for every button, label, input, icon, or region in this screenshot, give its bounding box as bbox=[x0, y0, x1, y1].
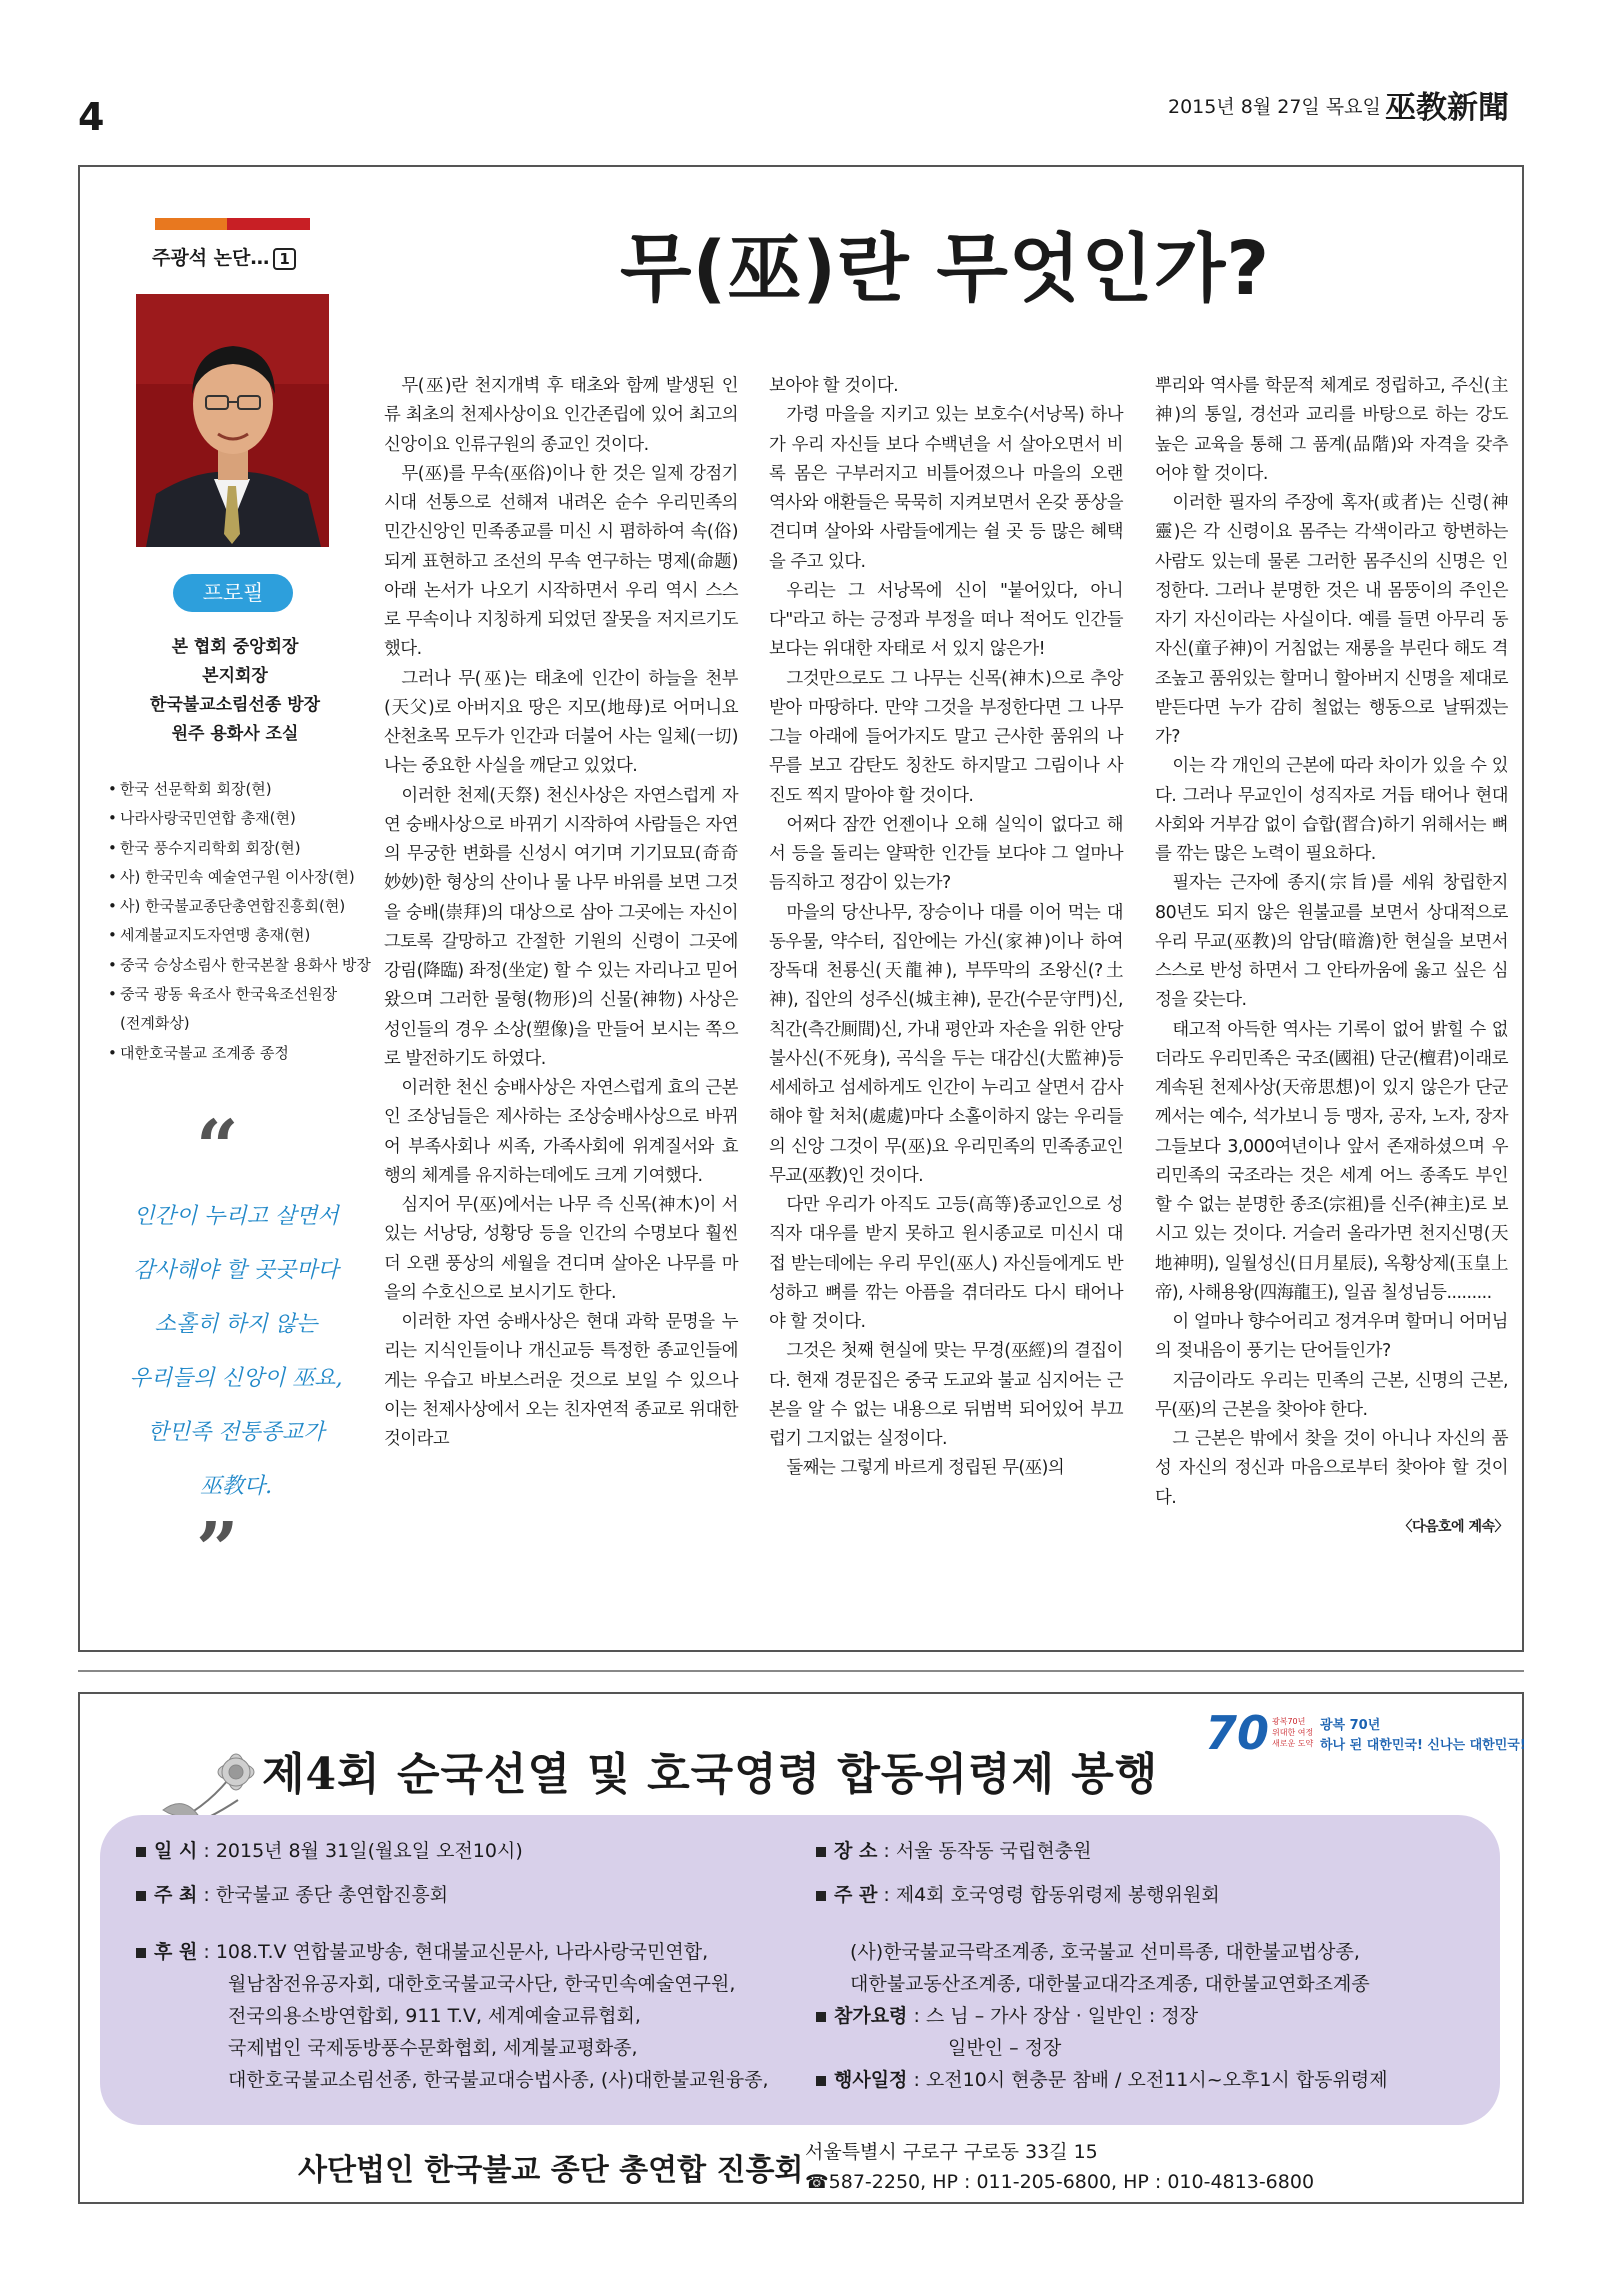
career-item: (전계화상) bbox=[120, 1014, 190, 1033]
bullet-square-icon bbox=[136, 1948, 146, 1958]
ad-attire-line: 일반인 – 정장 bbox=[948, 2037, 1062, 2059]
ad-sponsor-line: 국제법인 국제동방풍수문화협회, 세계불교평화종, bbox=[228, 2037, 638, 2059]
continued-note: 〈다음호에 계속〉 bbox=[1398, 1518, 1508, 1535]
pull-quote-line: 감사해야 할 곳곳마다 bbox=[133, 1258, 339, 1283]
article-column-3 bbox=[1155, 372, 1508, 1542]
career-item: • 한국 풍수지리학회 회장(현) bbox=[108, 838, 301, 857]
ad-sponsor-line: (사)한국불교극락조계종, 호국불교 선미륵종, 대한불교법상종, bbox=[850, 1941, 1360, 1963]
paragraph: 무(巫)를 무속(巫俗)이나 한 것은 일제 강점기 시대 선통으로 선해져 내려온 순수 우리민족의 민간신앙인 민족종교를 미신 시 폄하하여 속(俗)되게 표현하고 조선의 무속 연구하는 명제(命题)아래 논서가 나오기 시작하면서 우리 역시 스스로 무속이나 지칭하게 되었던 잘못을 저지르기도 했다. bbox=[384, 463, 738, 660]
paragraph: 그것만으로도 그 나무는 신목(神木)으로 추앙받아 마땅하다. 만약 그것을 부정한다면 그 나무 그늘 아래에 들어가지도 말고 근사한 품위의 나무를 보고 감탄도 칭찬도 하지말고 그림이나 사진도 찍지 말아야 할 것이다. bbox=[769, 668, 1123, 806]
bullet-square-icon bbox=[816, 1847, 826, 1857]
pull-quote-line: 인간이 누리고 살면서 bbox=[133, 1204, 339, 1229]
series-number: 1 bbox=[273, 248, 295, 270]
profile-titles bbox=[110, 633, 360, 749]
profile-title: 원주 용화사 조실 bbox=[171, 724, 299, 744]
profile-title: 본지회장 bbox=[202, 666, 268, 686]
pull-quote bbox=[106, 1190, 366, 1514]
paragraph: 다만 우리가 아직도 고등(高等)종교인으로 성직자 대우를 받지 못하고 원시종교로 미신시 대접 받는데에는 우리 무인(巫人) 자신들에게도 반성하고 뼈를 깎는 아픔을 겪더라도 다시 태어나야 할 것이다. bbox=[769, 1195, 1123, 1332]
paragraph: 이는 각 개인의 근본에 따라 차이가 있을 수 있다. 그러나 무교인이 성직자로 거듭 태어나 현대사회와 거부감 없이 습합(習合)하기 위해서는 뼈를 깎는 많은 노력이 필요하다. bbox=[1155, 756, 1508, 864]
section-divider bbox=[78, 1670, 1524, 1672]
ad-organizer-row: 주 관 : 제4회 호국영령 합동위령제 봉행위원회 bbox=[816, 1879, 1220, 1911]
paragraph: 지금이라도 우리는 민족의 근본, 신명의 근본, 무(巫)의 근본을 찾아야 한다. bbox=[1155, 1370, 1508, 1420]
quote-open-icon: “ bbox=[196, 1105, 239, 1191]
profile-title: 본 협회 중앙회장 bbox=[171, 637, 299, 657]
career-item: • 사) 한국불교종단총연합진흥회(현) bbox=[108, 897, 346, 916]
paragraph: 이러한 자연 숭배사상은 현대 과학 문명을 누리는 지식인들이나 개신교등 특정한 종교인들에게는 우습고 바보스러운 것으로 보일 수 있으나 이는 천제사상에서 오는 친자연적 종교로 위대한 것이라고 bbox=[384, 1312, 738, 1449]
ad-sponsor-line: 대한불교동산조계종, 대한불교대각조계종, 대한불교연화조계종 bbox=[850, 1973, 1370, 1995]
paragraph: 보아야 할 것이다. bbox=[769, 376, 899, 396]
pull-quote-line: 巫教다. bbox=[199, 1474, 273, 1499]
page-number: 4 bbox=[78, 95, 105, 139]
ad-address: 서울특별시 구로구 구로동 33길 15 bbox=[805, 2141, 1098, 2163]
bullet-square-icon bbox=[816, 2076, 826, 2086]
article-headline: 무(巫)란 무엇인가? bbox=[620, 226, 1271, 312]
career-item: • 중국 광동 육조사 한국육조선원장 bbox=[108, 985, 338, 1004]
ad-date-row: 일 시 : 2015년 8월 31일(월요일 오전10시) bbox=[136, 1835, 523, 1867]
paragraph: 뿌리와 역사를 학문적 체계로 정립하고, 주신(主神)의 통일, 경선과 교리를 바탕으로 하는 강도 높은 교육을 통해 그 품계(品階)와 자격을 갖추어야 할 것이다. bbox=[1155, 376, 1508, 484]
paragraph: 그 근본은 밖에서 찾을 것이 아니나 자신의 품성 자신의 정신과 마음으로부터 찾아야 할 것이다. bbox=[1155, 1429, 1508, 1508]
logo-slogan-1: 광복 70년 bbox=[1320, 1718, 1381, 1733]
logo-slogan-2: 하나 된 대한민국! 신나는 대한민국! bbox=[1320, 1738, 1526, 1753]
career-item: • 세계불교지도자연맹 총재(현) bbox=[108, 926, 311, 945]
paragraph: 무(巫)란 천지개벽 후 태초와 함께 발생된 인류 최초의 천제사상이요 인간존립에 있어 최고의 신앙이요 인류구원의 종교인 것이다. bbox=[384, 376, 738, 455]
career-item: • 대한호국불교 조계종 종정 bbox=[108, 1043, 289, 1062]
career-list bbox=[108, 775, 388, 1068]
paragraph: 이러한 천제(天祭) 천신사상은 자연스럽게 자연 숭배사상으로 바뀌기 시작하여 사람들은 자연의 무궁한 변화를 신성시 여기며 기기묘묘(奇奇妙妙)한 형상의 산이나 물 나무 바위를 보면 그것을 숭배(崇拜)의 대상으로 삼아 그곳에는 자신이 그토록 갈망하고 간절한 기원의 신령이 그곳에 강림(降臨) 좌정(坐定) 할 수 있는 자리나고 믿어 왔으며 그러한 물형(物形)의 신물(神物) 사상은 성인들의 경우 소상(塑像)을 만들어 보시는 쪽으로 발전하기도 하였다. bbox=[384, 785, 738, 1069]
ad-schedule-row: 행사일정 : 오전10시 현충문 참배 / 오전11시~오후1시 합동위령제 bbox=[816, 2064, 1388, 2096]
bullet-square-icon bbox=[816, 2012, 826, 2022]
career-item: • 사) 한국민속 예술연구원 이사장(현) bbox=[108, 867, 355, 886]
series-title: 주광석 논단… bbox=[152, 247, 270, 269]
logo-small-line: 새로운 도약 bbox=[1272, 1739, 1314, 1748]
paragraph: 이 얼마나 향수어리고 정겨우며 할머니 어머님의 젖내음이 풍기는 단어들인가? bbox=[1155, 1312, 1508, 1362]
ad-contact bbox=[805, 2137, 1314, 2197]
logo-small-line: 위대한 여정 bbox=[1272, 1728, 1314, 1737]
ad-sponsor-line: 월남참전유공자회, 대한호국불교국사단, 한국민속예술연구원, bbox=[228, 1973, 736, 1995]
pull-quote-line: 한민족 전통종교가 bbox=[147, 1420, 325, 1445]
quote-close-icon: ” bbox=[196, 1507, 239, 1593]
article-column-1 bbox=[384, 372, 738, 1454]
pull-quote-line: 소홀히 하지 않는 bbox=[154, 1312, 318, 1337]
profile-title: 한국불교소림선종 방장 bbox=[149, 695, 321, 715]
career-item: • 중국 승상소림사 한국본찰 용화사 방장 bbox=[108, 955, 371, 974]
career-item: • 한국 선문학회 회장(현) bbox=[108, 780, 272, 798]
ad-sponsor-row: 후 원 : 108.T.V 연합불교방송, 현대불교신문사, 나라사랑국민연합, bbox=[136, 1936, 708, 1968]
bullet-square-icon bbox=[136, 1891, 146, 1901]
career-item: • 나라사랑국민연합 총재(현) bbox=[108, 809, 296, 828]
ad-organization: 사단법인 한국불교 종단 총연합 진흥회 bbox=[298, 2153, 804, 2188]
series-label bbox=[152, 243, 296, 270]
author-portrait-icon bbox=[136, 294, 329, 547]
ad-sponsor-line: 대한호국불교소림선종, 한국불교대승법사종, (사)대한불교원융종, bbox=[228, 2069, 769, 2091]
paragraph: 가령 마을을 지키고 있는 보호수(서낭목) 하나가 우리 자신들 보다 수백년을 서 살아오면서 비록 몸은 구부러지고 비틀어졌으나 마을의 오랜 역사와 애환들은 묵묵히 지켜보면서 온갖 풍상을 견디며 살아와 사람들에게는 쉴 곳 등 많은 혜택을 주고 있다. bbox=[769, 405, 1123, 572]
newspaper-masthead: 巫教新聞 bbox=[1385, 90, 1509, 126]
ad-title: 제4회 순국선열 및 호국영령 합동위령제 봉행 bbox=[262, 1749, 1159, 1800]
paragraph: 그것은 첫째 현실에 맞는 무경(巫經)의 결집이다. 현재 경문집은 중국 도교와 불교 심지어는 근본을 알 수 없는 내용으로 뒤범벅 되어있어 부끄럽기 그지없는 실정이다. bbox=[769, 1341, 1123, 1449]
paragraph: 이러한 필자의 주장에 혹자(或者)는 신령(神靈)은 각 신령이요 몸주는 각색이라고 항변하는 사람도 있는데 물론 그러한 몸주신의 신명은 인정한다. 그러나 분명한 것은 내 몸뚱이의 주인은 자기 자신이라는 사실이다. 예를 들면 아무리 동자신(童子神)이 거침없는 재롱을 부린다 해도 격조높고 품위있는 할머니 할아버지 신명을 제대로 받든다면 누가 감히 철없는 행동으로 날뛰겠는가? bbox=[1155, 493, 1508, 747]
liberation-70-logo: 70 bbox=[1205, 1706, 1270, 1760]
logo-small-text bbox=[1272, 1716, 1322, 1749]
paragraph: 심지어 무(巫)에서는 나무 즉 신목(神木)이 서있는 서낭당, 성황당 등을 인간의 수명보다 훨씬 더 오랜 풍상의 세월을 견디며 살아온 나무를 마을의 수호신으로 보시기도 한다. bbox=[384, 1195, 738, 1303]
ad-phones: ☎587-2250, HP : 011-205-6800, HP : 010-4813-6800 bbox=[805, 2171, 1315, 2193]
bullet-square-icon bbox=[816, 1891, 826, 1901]
ad-place-row: 장 소 : 서울 동작동 국립현충원 bbox=[816, 1835, 1091, 1867]
paragraph: 이러한 천신 숭배사상은 자연스럽게 효의 근본인 조상님들은 제사하는 조상숭배사상으로 바뀌어 부족사회나 씨족, 가족사회에 위계질서와 효행의 체계를 유지하는데에도 크게 기여했다. bbox=[384, 1078, 738, 1186]
ad-attire-row: 참가요령 : 스 님 – 가사 장삼 · 일반인 : 정장 bbox=[816, 2000, 1198, 2032]
profile-badge: 프로필 bbox=[173, 574, 293, 612]
paragraph: 어쩌다 잠깐 언젠이나 오해 실익이 없다고 해서 등을 돌리는 얄팍한 인간들 보다야 그 얼마나 듬직하고 정감이 있는가? bbox=[769, 814, 1123, 894]
paragraph: 그러나 무(巫)는 태초에 인간이 하늘을 천부(天父)로 아버지요 땅은 지모(地母)로 어머니요 산천초목 모두가 인간과 더불어 사는 일체(一切)나는 중요한 사실을 깨닫고 있었다. bbox=[384, 668, 738, 777]
pull-quote-line: 우리들의 신앙이 巫요, bbox=[129, 1366, 343, 1391]
ad-host-row: 주 최 : 한국불교 종단 총연합진흥회 bbox=[136, 1879, 448, 1911]
paragraph: 필자는 근자에 종지(宗旨)를 세워 창립한지 80년도 되지 않은 원불교를 보면서 상대적으로 우리 무교(巫教)의 암담(暗澹)한 현실을 보면서 스스로 반성 하면서 그 안타까움에 옳고 싶은 심정을 갖는다. bbox=[1155, 873, 1508, 1011]
paragraph: 마을의 당산나무, 장승이나 대를 이어 먹는 대동우물, 약수터, 집안에는 가신(家神)이나 하여 장독대 천룡신(天龍神), 부뚜막의 조왕신(?土神), 집안의 성주신(城主神), 문간(수문守門)신, 칙간(측간厠間)신, 가내 평안과 자손을 위한 안당 불사신(不死身), 곡식을 두는 대감신(大監神)등 세세하고 섬세하게도 인간이 누리고 살면서 감사해야 할 처처(處處)마다 소홀이하지 않는 우리들의 신앙 그것이 무(巫)요 우리민족의 민족종교인 무교(巫教)인 것이다. bbox=[769, 902, 1123, 1186]
series-color-bar bbox=[155, 218, 310, 230]
ad-sponsor-line: 전국의용소방연합회, 911 T.V, 세계예술교류협회, bbox=[228, 2005, 641, 2027]
article-column-2 bbox=[769, 372, 1123, 1484]
paragraph: 태고적 아득한 역사는 기록이 없어 밝힐 수 없더라도 우리민족은 국조(國祖) 단군(檀君)이래로 계속된 천제사상(天帝思想)이 있지 않은가 단군께서는 예수, 석가보니 등 맹자, 공자, 노자, 장자 그들보다 3,000여년이나 앞서 존재하셨으며 우리민족의 국조라는 것은 세계 어느 종족도 부인 할 수 없는 분명한 종조(宗祖)를 신주(神主)로 보시고 있는 것이다. 거슬러 올라가면 천지신명(天地神明), 일월성신(日月星辰), 옥황상제(玉皇上帝), 사해용왕(四海龍王), 일곱 칠성님등......... bbox=[1155, 1019, 1508, 1303]
issue-date: 2015년 8월 27일 목요일 bbox=[1168, 96, 1381, 118]
paragraph: 우리는 그 서낭목에 신이 "붙어있다, 아니다"라고 하는 긍정과 부정을 떠나 적어도 인간들 보다는 위대한 자태로 서 있지 않은가! bbox=[769, 580, 1123, 660]
paragraph: 둘째는 그렇게 바르게 정립된 무(巫)의 bbox=[786, 1458, 1065, 1479]
logo-small-line: 광복70년 bbox=[1272, 1717, 1306, 1726]
author-photo bbox=[136, 294, 329, 547]
bullet-square-icon bbox=[136, 1847, 146, 1857]
